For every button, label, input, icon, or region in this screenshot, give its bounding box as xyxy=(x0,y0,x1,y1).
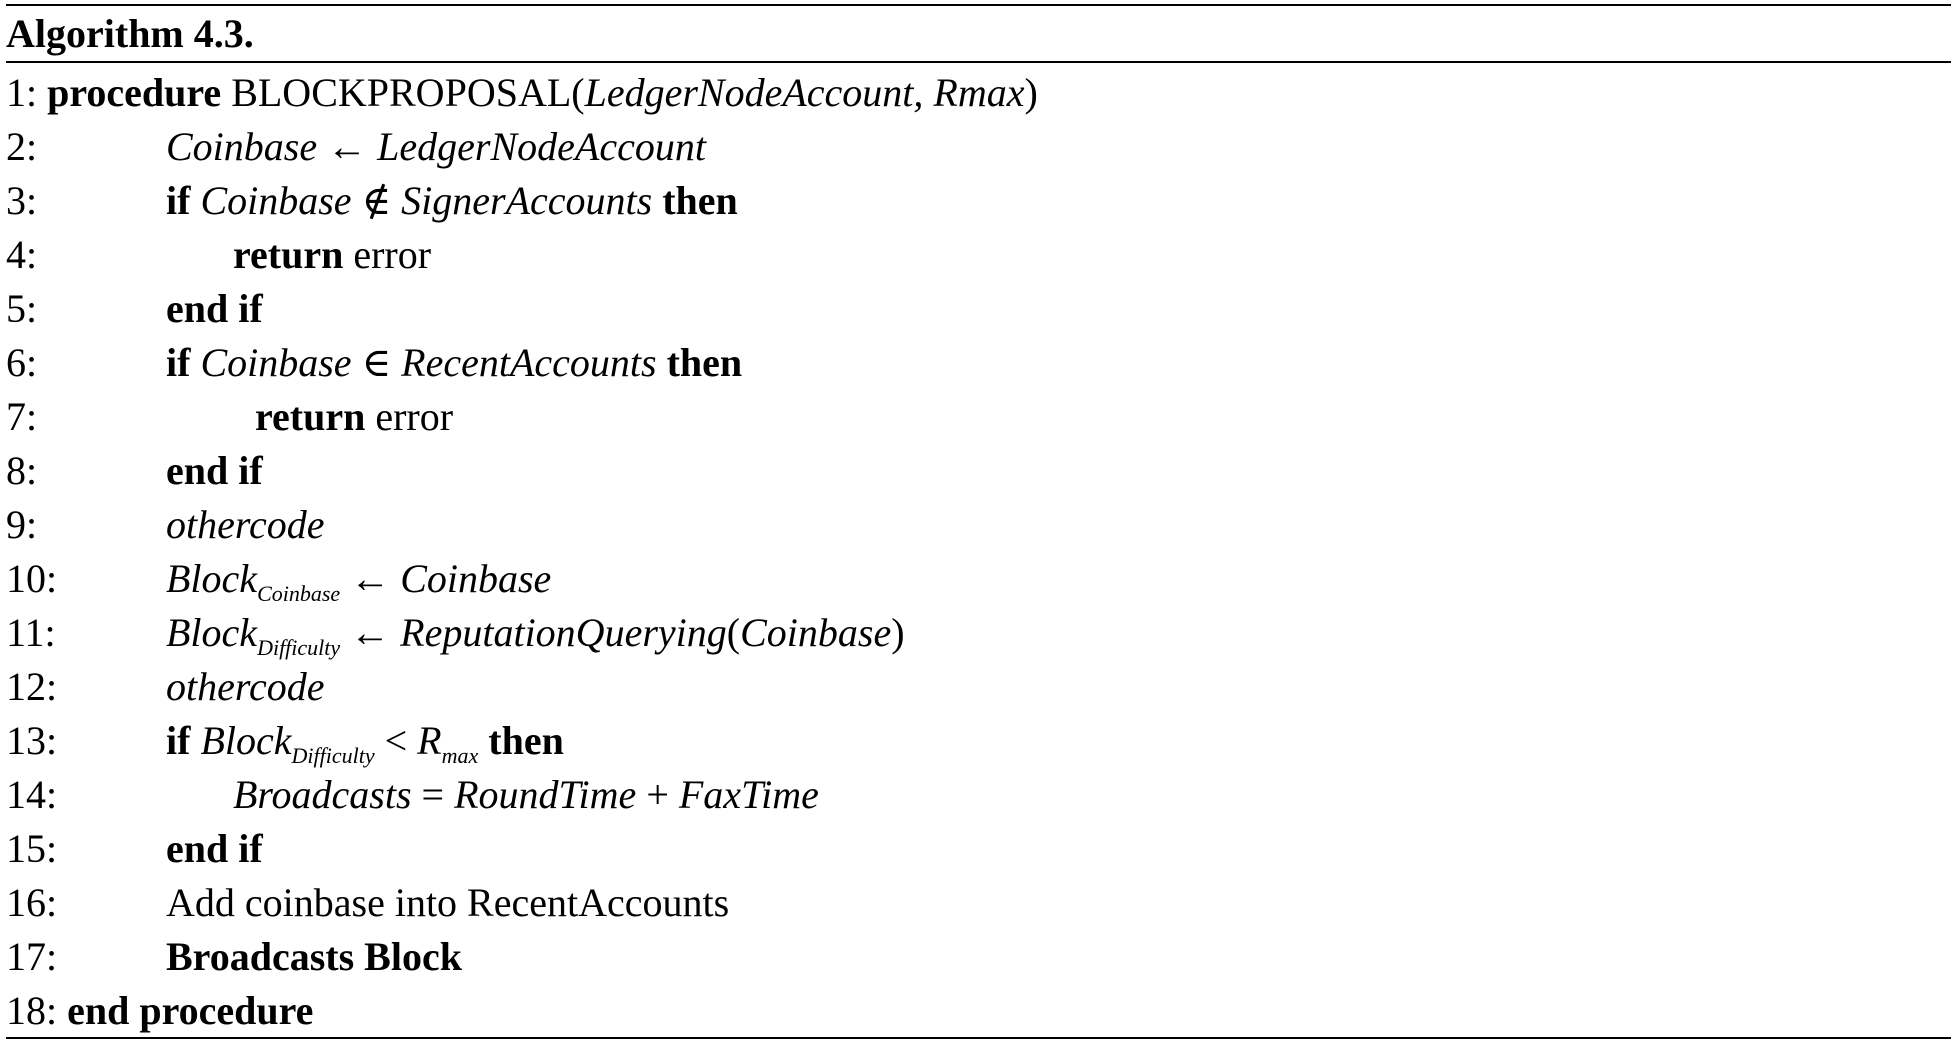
rhs-variable: Coinbase xyxy=(400,556,552,601)
line-body xyxy=(166,120,706,174)
line-body xyxy=(166,174,738,228)
assign-operator: ← xyxy=(327,124,368,169)
less-than-operator: < xyxy=(384,718,408,763)
rhs-subscript: max xyxy=(441,743,479,768)
algorithm-line-14 xyxy=(6,768,1951,822)
algorithm-line-11 xyxy=(6,606,1951,660)
lhs-subscript: Difficulty xyxy=(257,635,341,660)
keyword-then: then xyxy=(666,340,743,385)
algorithm-line-5 xyxy=(6,282,1951,336)
line-body xyxy=(166,498,324,552)
lhs-subscript: Difficulty xyxy=(291,743,375,768)
assign-operator: ← xyxy=(350,610,391,655)
line-body xyxy=(166,876,729,930)
return-value: error xyxy=(353,232,432,277)
line-body xyxy=(255,390,453,444)
rhs-variable-2: FaxTime xyxy=(678,772,819,817)
algorithm-line-2 xyxy=(6,120,1951,174)
algorithm-line-16 xyxy=(6,876,1951,930)
line-number: 12: xyxy=(6,664,58,709)
lhs-variable: Coinbase xyxy=(166,124,318,169)
line-body xyxy=(166,822,263,876)
algorithm-line-9 xyxy=(6,498,1951,552)
line-body xyxy=(166,714,564,768)
statement-bold: Broadcasts Block xyxy=(166,934,462,979)
algorithm-title: Algorithm 4.3. xyxy=(6,11,254,56)
assign-operator: ← xyxy=(350,556,391,601)
lhs-variable: Block xyxy=(166,556,258,601)
top-rule xyxy=(6,4,1951,6)
line-number: 17: xyxy=(6,934,58,979)
line-number: 6: xyxy=(6,340,38,385)
algorithm-line-15 xyxy=(6,822,1951,876)
algorithm-line-18 xyxy=(6,984,1951,1038)
line-body xyxy=(233,228,431,282)
line-body xyxy=(166,552,551,606)
procedure-args: LedgerNodeAccount, Rmax xyxy=(584,70,1025,115)
lhs-variable: Block xyxy=(166,610,258,655)
keyword-end-procedure: end procedure xyxy=(67,988,314,1033)
open-paren: ( xyxy=(726,610,741,655)
return-value: error xyxy=(375,394,454,439)
line-number: 2: xyxy=(6,124,38,169)
othercode-placeholder: othercode xyxy=(166,664,325,709)
keyword: procedure xyxy=(47,70,222,115)
keyword-if: if xyxy=(166,178,191,223)
algorithm-line-6 xyxy=(6,336,1951,390)
lhs-variable: Broadcasts xyxy=(233,772,412,817)
in-operator: ∈ xyxy=(361,340,392,385)
procedure-name: BLOCKPROPOSAL xyxy=(231,70,572,115)
line-body xyxy=(166,444,263,498)
keyword-then: then xyxy=(488,718,564,763)
algorithm-lines xyxy=(6,66,1951,1038)
line-number: 9: xyxy=(6,502,38,547)
keyword-return: return xyxy=(233,232,344,277)
algorithm-line-4 xyxy=(6,228,1951,282)
line-body xyxy=(166,282,263,336)
line-number: 13: xyxy=(6,718,58,763)
function-arg: Coinbase xyxy=(740,610,892,655)
close-paren: ) xyxy=(1024,70,1038,115)
keyword-end-if: end if xyxy=(166,286,263,331)
keyword-return: return xyxy=(255,394,366,439)
lhs-variable: Coinbase xyxy=(200,178,352,223)
not-in-operator: ∉ xyxy=(361,178,392,223)
line-number: 8: xyxy=(6,448,38,493)
function-name: ReputationQuerying xyxy=(400,610,727,655)
line-body xyxy=(166,930,462,984)
keyword-if: if xyxy=(166,718,191,763)
line-body xyxy=(166,606,905,660)
line-number: 14: xyxy=(6,772,58,817)
lhs-subscript: Coinbase xyxy=(257,581,341,606)
open-paren: ( xyxy=(571,70,585,115)
line-number: 16: xyxy=(6,880,58,925)
line-number: 11: xyxy=(6,610,56,655)
keyword-end-if: end if xyxy=(166,826,263,871)
line-body xyxy=(233,768,819,822)
line-number: 4: xyxy=(6,232,38,277)
lhs-variable: Coinbase xyxy=(200,340,352,385)
rhs-variable: RoundTime xyxy=(454,772,637,817)
line-number: 5: xyxy=(6,286,38,331)
line-number: 18: xyxy=(6,988,58,1033)
line-body xyxy=(166,336,742,390)
keyword-if: if xyxy=(166,340,191,385)
line-number: 3: xyxy=(6,178,38,223)
line-number: 7: xyxy=(6,394,38,439)
othercode-placeholder: othercode xyxy=(166,502,325,547)
algorithm-line-3 xyxy=(6,174,1951,228)
statement-text: Add coinbase into RecentAccounts xyxy=(166,880,730,925)
plus-operator: + xyxy=(646,772,669,817)
line-number: 1: xyxy=(6,70,38,115)
line-number: 15: xyxy=(6,826,58,871)
keyword-end-if: end if xyxy=(166,448,263,493)
close-paren: ) xyxy=(891,610,905,655)
rhs-variable: RecentAccounts xyxy=(401,340,657,385)
algorithm-line-12 xyxy=(6,660,1951,714)
algorithm-line-10 xyxy=(6,552,1951,606)
header-rule xyxy=(6,61,1951,63)
rhs-variable: LedgerNodeAccount xyxy=(377,124,706,169)
algorithm-line-17 xyxy=(6,930,1951,984)
keyword-then: then xyxy=(662,178,738,223)
equals-operator: = xyxy=(421,772,445,817)
line-number: 10: xyxy=(6,556,58,601)
rhs-variable: SignerAccounts xyxy=(401,178,653,223)
algorithm-line-1 xyxy=(6,66,1951,120)
algorithm-line-13 xyxy=(6,714,1951,768)
lhs-variable: Block xyxy=(200,718,292,763)
algorithm-line-7 xyxy=(6,390,1951,444)
rhs-variable: R xyxy=(417,718,442,763)
line-body xyxy=(166,660,324,714)
algorithm-line-8 xyxy=(6,444,1951,498)
bottom-rule xyxy=(6,1037,1951,1039)
